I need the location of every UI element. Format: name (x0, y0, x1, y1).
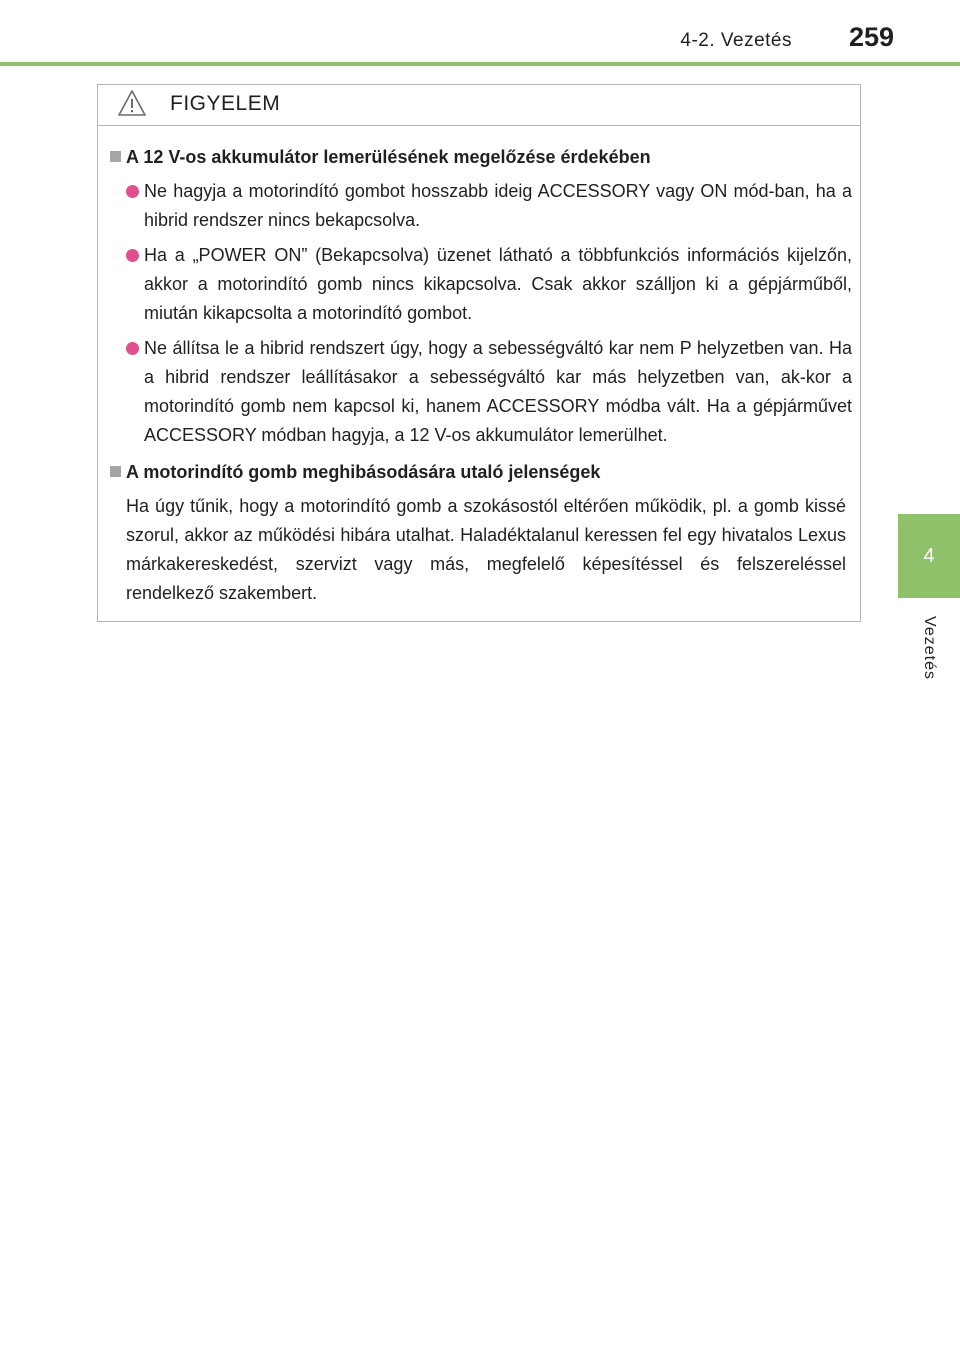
section-heading-text: A 12 V-os akkumulátor lemerülésének megelőzése érdekében (126, 147, 651, 167)
list-item-text: Ha a „POWER ON” (Bekapcsolva) üzenet látható a többfunkciós információs kijelzőn, akkor a motorindító gomb nincs kikapcsolva. Csak akkor szálljon ki a gépjárműből, miután kikapcsolta a motorindító gombot. (144, 245, 852, 323)
section-heading-malfunction (98, 458, 860, 486)
warning-body (98, 143, 860, 608)
list-item (98, 241, 860, 328)
warning-triangle-icon (117, 88, 147, 118)
page-number: 259 (848, 22, 894, 52)
header-rule (0, 62, 960, 66)
round-bullet-icon (126, 342, 139, 355)
section-title: 4-2. Vezetés (680, 30, 792, 51)
warning-title: FIGYELEM (170, 92, 281, 115)
section-heading-battery (98, 143, 860, 171)
chapter-number: 4 (923, 544, 935, 567)
list-item (98, 177, 860, 235)
square-bullet-icon (110, 151, 121, 162)
list-item (98, 334, 860, 450)
section-heading-text: A motorindító gomb meghibásodására utaló jelenségek (126, 462, 601, 482)
square-bullet-icon (110, 466, 121, 477)
round-bullet-icon (126, 185, 139, 198)
round-bullet-icon (126, 249, 139, 262)
warning-box (97, 84, 861, 622)
malfunction-paragraph: Ha úgy tűnik, hogy a motorindító gomb a szokásostól eltérően működik, pl. a gomb kissé szorul, akkor az működési hibára utalhat. Haladéktalanul keressen fel egy hivatalos Lexus márkakereskedést, szervizt vagy más, megfelelő képesítéssel és felszereléssel rendelkező szakembert. (126, 496, 846, 603)
chapter-tab (898, 514, 960, 598)
list-item-text: Ne állítsa le a hibrid rendszert úgy, hogy a sebességváltó kar nem P helyzetben van. Ha a hibrid rendszer leállításakor a sebességváltó kar más helyzetben van, ak-kor a motorindító gomb nem kapcsol ki, hanem ACCESSORY módba vált. Ha a gépjárművet ACCESSORY módban hagyja, a 12 V-os akkumulátor lemerülhet. (144, 338, 852, 445)
list-item-text: Ne hagyja a motorindító gombot hosszabb ideig ACCESSORY vagy ON mód-ban, ha a hibrid rendszer nincs bekapcsolva. (144, 181, 852, 230)
chapter-label: Vezetés (921, 616, 938, 680)
warning-header (98, 85, 860, 126)
